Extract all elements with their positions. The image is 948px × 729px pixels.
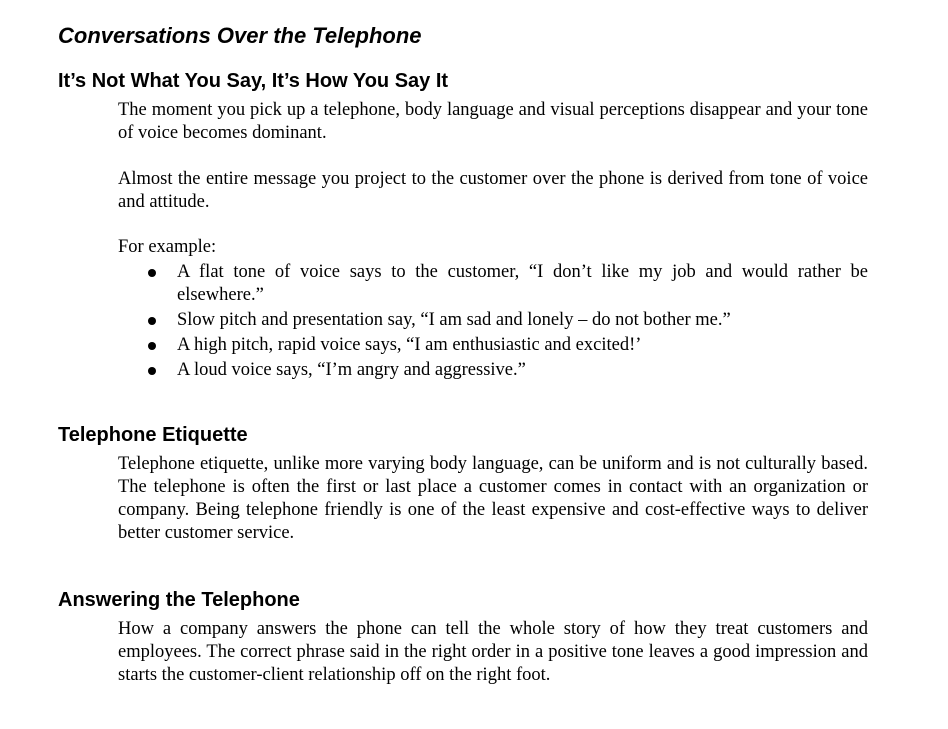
examples-list: [146, 261, 868, 384]
page-title: Conversations Over the Telephone: [58, 23, 422, 48]
section-heading-etiquette: Telephone Etiquette: [58, 424, 248, 446]
bullet-text: A flat tone of voice says to the customer, “I don’t like my job and would rather be elsewhere.”: [177, 262, 868, 305]
paragraph-tone-2: Almost the entire message you project to the customer over the phone is derived from tone of voice and attitude.: [118, 169, 868, 212]
list-item: [146, 309, 868, 332]
section-heading-answering: Answering the Telephone: [58, 589, 300, 611]
examples-intro: For example:: [118, 237, 217, 257]
list-item: [146, 261, 868, 307]
list-item: [146, 359, 868, 382]
paragraph-answering: How a company answers the phone can tell the whole story of how they treat customers and employees. The correct phrase said in the right order in a positive tone leaves a good impression and starts the customer-client relationship off on the right foot.: [118, 619, 868, 685]
paragraph-tone-1: The moment you pick up a telephone, body language and visual perceptions disappear and your tone of voice becomes dominant.: [118, 100, 868, 143]
paragraph-etiquette: Telephone etiquette, unlike more varying body language, can be uniform and is not culturally based. The telephone is often the first or last place a customer comes in contact with an organization or company. Being telephone friendly is one of the least expensive and cost-effective ways to deliver better customer service.: [118, 454, 868, 543]
bullet-icon: [148, 342, 156, 350]
bullet-icon: [148, 317, 156, 325]
bullet-icon: [148, 367, 156, 375]
section-heading-tone: It’s Not What You Say, It’s How You Say It: [58, 70, 449, 92]
list-item: [146, 334, 868, 357]
bullet-text: A high pitch, rapid voice says, “I am enthusiastic and excited!’: [177, 335, 642, 355]
bullet-text: A loud voice says, “I’m angry and aggressive.”: [177, 360, 526, 380]
bullet-icon: [148, 269, 156, 277]
bullet-text: Slow pitch and presentation say, “I am sad and lonely – do not bother me.”: [177, 310, 731, 330]
